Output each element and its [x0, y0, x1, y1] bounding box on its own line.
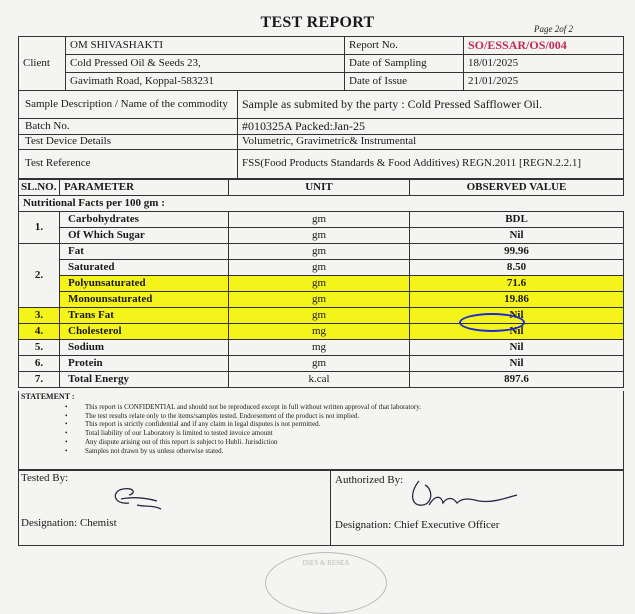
authorized-by-label: Authorized By:: [335, 474, 404, 486]
table-row: [19, 260, 624, 276]
table-row: [19, 228, 624, 244]
row-value: Nil: [410, 228, 624, 244]
row-sl: 2.: [19, 244, 60, 308]
stamp-text: DIES & RESEA: [302, 559, 350, 567]
row-unit: gm: [229, 308, 410, 324]
row-param: Of Which Sugar: [60, 228, 229, 244]
page-number: Page 2of 2: [534, 24, 573, 34]
row-sl: 4.: [19, 324, 60, 340]
statement-item: • Samples not drawn by us unless otherwise stated.: [85, 447, 623, 456]
report-no-label: Report No.: [345, 37, 464, 55]
client-address-line2: Gavimath Road, Koppal-583231: [66, 73, 345, 91]
table-row: [19, 308, 624, 324]
table-row: [19, 372, 624, 388]
signature-divider: [330, 471, 331, 545]
row-param: Total Energy: [60, 372, 229, 388]
sampling-date-label: Date of Sampling: [345, 55, 464, 73]
pen-circle-annotation: [459, 313, 525, 332]
sampling-date-value: 18/01/2025: [464, 55, 624, 73]
results-table: [18, 179, 624, 388]
row-unit: mg: [229, 340, 410, 356]
chemist-signature: [107, 479, 167, 513]
row-sl: 3.: [19, 308, 60, 324]
row-unit: gm: [229, 212, 410, 228]
batch-label: Batch No.: [19, 119, 238, 135]
statement-label: STATEMENT :: [21, 392, 75, 401]
statement-item: • This report is CONFIDENTIAL and should not be reproduced except in full without written approval of that laboratory.: [85, 403, 623, 412]
row-sl: 6.: [19, 356, 60, 372]
report-no-value: SO/ESSAR/OS/004: [464, 37, 624, 55]
row-param: Polyunsaturated: [60, 276, 229, 292]
row-unit: gm: [229, 260, 410, 276]
statement-list: [85, 403, 623, 455]
table-row: [19, 356, 624, 372]
row-value: Nil: [410, 340, 624, 356]
reference-label: Test Reference: [19, 150, 238, 179]
col-sl: SL.NO.: [19, 180, 60, 196]
row-unit: gm: [229, 276, 410, 292]
statement-item: • Any dispute arising out of this report is subject to Hubli. Jurisdiction: [85, 438, 623, 447]
designation-left: Designation: Chemist: [21, 517, 117, 529]
row-param: Saturated: [60, 260, 229, 276]
row-sl: 5.: [19, 340, 60, 356]
row-value: BDL: [410, 212, 624, 228]
row-unit: k.cal: [229, 372, 410, 388]
col-unit: UNIT: [229, 180, 410, 196]
device-label: Test Device Details: [19, 135, 238, 150]
table-row: [19, 212, 624, 228]
row-value: 99.96: [410, 244, 624, 260]
issue-date-value: 21/01/2025: [464, 73, 624, 91]
client-info-table: [18, 36, 624, 91]
client-address-line1: Cold Pressed Oil & Seeds 23,: [66, 55, 345, 73]
row-sl: 1.: [19, 212, 60, 244]
table-row: [19, 340, 624, 356]
row-param: Fat: [60, 244, 229, 260]
row-value: 19.86: [410, 292, 624, 308]
row-value: Nil: [410, 324, 624, 340]
row-param: Monounsaturated: [60, 292, 229, 308]
sample-desc-label: Sample Description / Name of the commodity: [19, 91, 238, 119]
designation-right: Designation: Chief Executive Officer: [335, 519, 500, 531]
row-value: 8.50: [410, 260, 624, 276]
section-heading: Nutritional Facts per 100 gm :: [19, 196, 624, 212]
batch-value: #010325A Packed:Jan-25: [238, 119, 624, 135]
row-value: 71.6: [410, 276, 624, 292]
client-label: Client: [19, 37, 66, 91]
sample-desc-value: Sample as submited by the party : Cold Pressed Safflower Oil.: [238, 91, 624, 119]
col-observed: OBSERVED VALUE: [410, 180, 624, 196]
table-row: [19, 244, 624, 260]
client-name: OM SHIVASHAKTI: [66, 37, 345, 55]
row-unit: gm: [229, 228, 410, 244]
tested-by-label: Tested By:: [21, 472, 69, 484]
row-param: Sodium: [60, 340, 229, 356]
row-value: Nil: [410, 308, 624, 324]
issue-date-label: Date of Issue: [345, 73, 464, 91]
signature-box: [18, 470, 624, 546]
device-value: Volumetric, Gravimetric& Instrumental: [238, 135, 624, 150]
row-param: Carbohydrates: [60, 212, 229, 228]
statement-box: [18, 391, 624, 470]
statement-item: • Total liability of our Laboratory is limited to tested invoice amount: [85, 429, 623, 438]
row-value: 897.6: [410, 372, 624, 388]
row-value: Nil: [410, 356, 624, 372]
ceo-signature: [407, 475, 527, 515]
row-unit: mg: [229, 324, 410, 340]
statement-item: • The test results relate only to the items/samples tested. Endorsement of the product is not implied.: [85, 412, 623, 421]
table-row: [19, 276, 624, 292]
row-param: Protein: [60, 356, 229, 372]
row-unit: gm: [229, 292, 410, 308]
sample-info-table: [18, 90, 624, 179]
row-unit: gm: [229, 356, 410, 372]
statement-item: • This report is strictly confidential and if any claim in legal disputes is not permitted.: [85, 420, 623, 429]
row-unit: gm: [229, 244, 410, 260]
report-title: TEST REPORT: [260, 14, 375, 31]
row-param: Cholesterol: [60, 324, 229, 340]
col-parameter: PARAMETER: [60, 180, 229, 196]
reference-value: FSS(Food Products Standards & Food Additives) REGN.2011 [REGN.2.2.1]: [238, 150, 624, 179]
row-sl: 7.: [19, 372, 60, 388]
row-param: Trans Fat: [60, 308, 229, 324]
table-row: [19, 324, 624, 340]
table-row: [19, 292, 624, 308]
lab-stamp: [265, 552, 387, 614]
